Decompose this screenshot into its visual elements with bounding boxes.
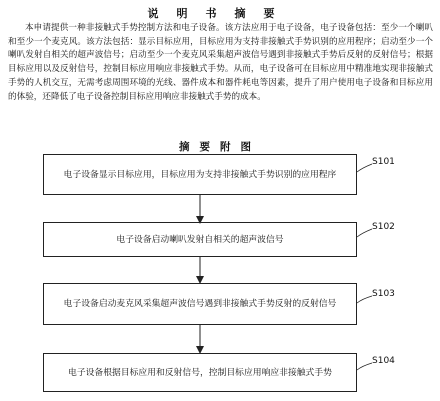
figure-title: 摘要附图 bbox=[179, 141, 261, 153]
step-label-s101: S101 bbox=[372, 157, 395, 167]
leader-s101 bbox=[357, 164, 372, 172]
page-title: 说明书摘要 bbox=[147, 7, 293, 20]
step-label-s103: S103 bbox=[372, 289, 395, 299]
flow-step-s101: 电子设备显示目标应用，目标应用为支持非接触式手势识别的应用程序 bbox=[43, 154, 357, 195]
leader-s102 bbox=[357, 229, 372, 237]
flow-step-s103: 电子设备启动麦克风采集超声波信号遇到非接触式手势反射的反射信号 bbox=[43, 283, 357, 325]
step-label-s102: S102 bbox=[372, 222, 395, 232]
step-label-s104: S104 bbox=[372, 356, 395, 366]
leader-s103 bbox=[357, 296, 372, 303]
flow-step-s104: 电子设备根据目标应用和反射信号，控制目标应用响应非接触式手势 bbox=[43, 353, 357, 392]
flow-step-s102: 电子设备启动喇叭发射自相关的超声波信号 bbox=[43, 222, 357, 257]
leader-s104 bbox=[357, 363, 372, 370]
abstract-paragraph: 本申请提供一种非接触式手势控制方法和电子设备。该方法应用于电子设备，电子设备包括：至少一个喇叭和至少一个麦克风。该方法包括：显示目标应用，目标应用为支持非接触式手势识别的应用程序；启动至少一个喇叭发射自相关的超声波信号；启动至少一个麦克风采集超声波信号遇到非接触式手势后反射的反射信号；根据目标应用以及反射信号，控制目标应用响应非接触式手势。从而，电子设备可在目标应用中精准地实现非接触式手势的人机交互，无需考虑周围环境的光线、器件成本和器件耗电等因素，提升了用户使用电子设备和目标应用的体验，还降低了电子设备控制目标应用响应非接触式手势的成本。 bbox=[8, 23, 433, 102]
